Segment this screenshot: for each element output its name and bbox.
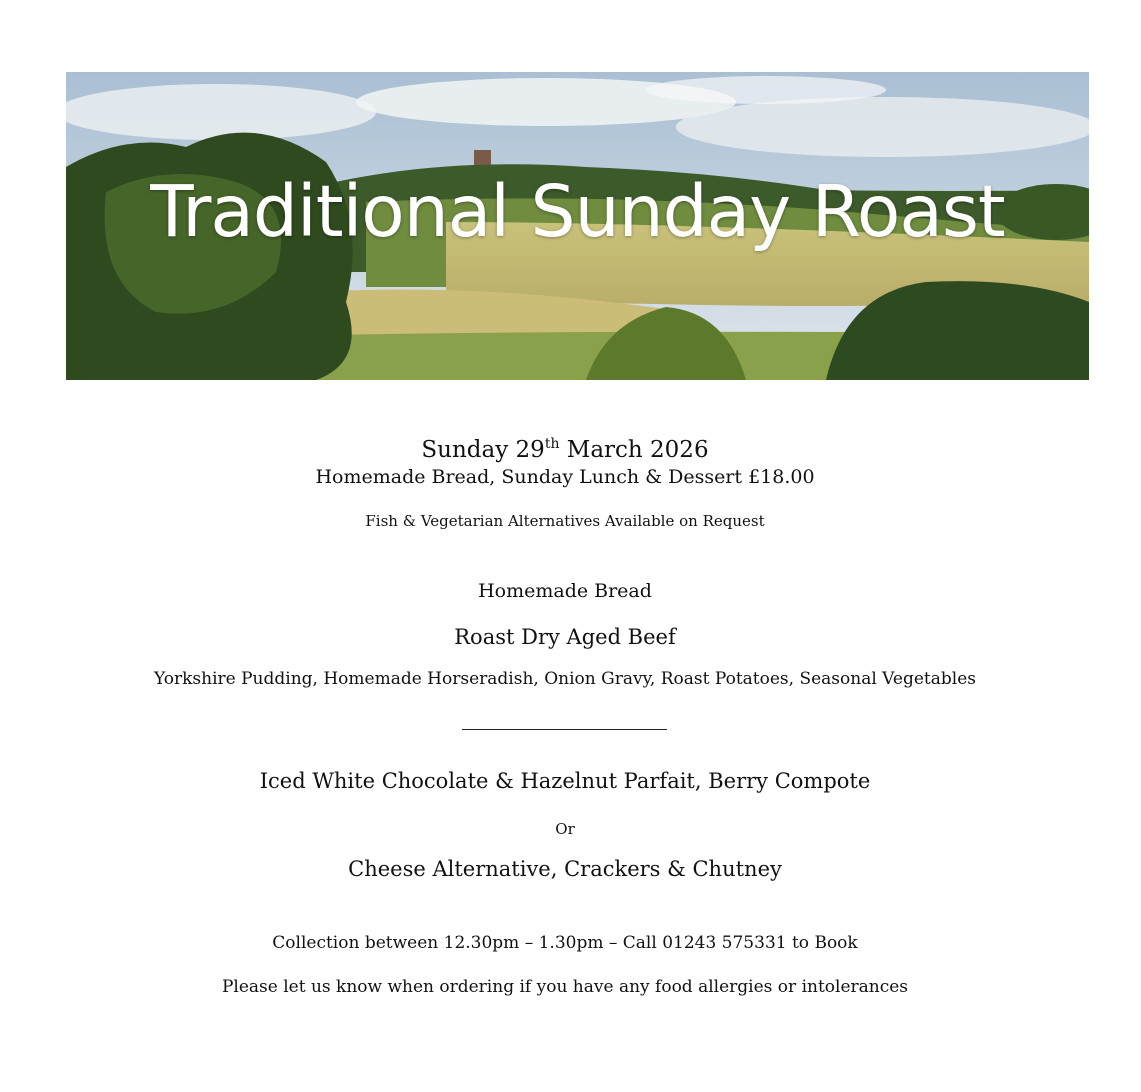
price-line: Homemade Bread, Sunday Lunch & Dessert £18.00 <box>315 466 815 488</box>
main-course: Roast Dry Aged Beef <box>454 625 676 649</box>
bread-course: Homemade Bread <box>478 580 652 602</box>
dessert-option-2: Cheese Alternative, Crackers & Chutney <box>348 857 782 881</box>
main-accompaniments: Yorkshire Pudding, Homemade Horseradish, Onion Gravy, Roast Potatoes, Seasonal Vegetables <box>154 669 976 689</box>
alternatives-note: Fish & Vegetarian Alternatives Available on Request <box>365 512 765 530</box>
banner-image <box>66 72 1089 380</box>
or-separator: Or <box>555 820 575 838</box>
date-month-year: March 2026 <box>559 437 709 463</box>
menu-date <box>0 434 1130 466</box>
allergy-notice: Please let us know when ordering if you have any food allergies or intolerances <box>221 977 909 997</box>
dessert-option-1: Iced White Chocolate & Hazelnut Parfait, Berry Compote <box>259 769 871 793</box>
banner-title: Traditional Sunday Roast <box>150 170 1005 253</box>
collection-info: Collection between 12.30pm – 1.30pm – Call 01243 575331 to Book <box>272 933 858 953</box>
date-day: Sunday 29 <box>421 437 545 463</box>
section-divider <box>462 729 667 730</box>
date-ordinal: th <box>544 436 560 452</box>
